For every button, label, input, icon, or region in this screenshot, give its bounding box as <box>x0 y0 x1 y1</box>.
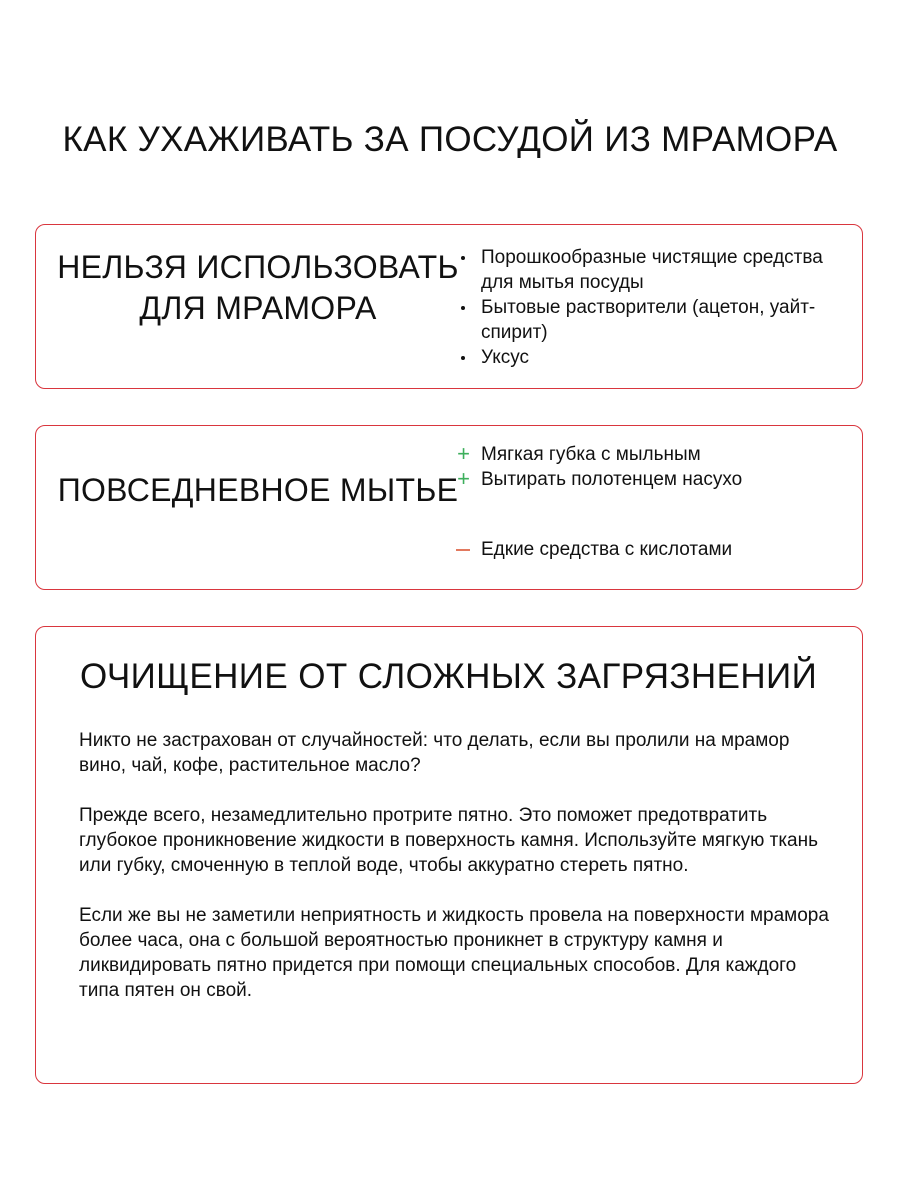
page-title: КАК УХАЖИВАТЬ ЗА ПОСУДОЙ ИЗ МРАМОРА <box>62 120 838 159</box>
plus-icon: + <box>457 466 470 491</box>
list-item-text: Уксус <box>481 347 530 368</box>
paragraph: Никто не застрахован от случайностей: что делать, если вы пролили на мрамор вино, чай, кофе, растительное масло? <box>79 730 790 776</box>
daily-list <box>454 442 854 562</box>
list-item <box>454 295 854 345</box>
list-item-text: Бытовые растворители (ацетон, уайт-спирит) <box>481 297 816 343</box>
cleaning-heading: ОЧИЩЕНИЕ ОТ СЛОЖНЫХ ЗАГРЯЗНЕНИЙ <box>80 657 818 696</box>
paragraph: Если же вы не заметили неприятность и жидкость провела на поверхности мрамора более часа, она с большой вероятностью проникнет в структуру камня и ликвидировать пятно придется при помощи специальных способов. Для каждого типа пятен он свой. <box>79 905 829 1001</box>
plus-icon: + <box>457 441 470 466</box>
forbidden-heading: НЕЛЬЗЯ ИСПОЛЬЗОВАТЬ ДЛЯ МРАМОРА <box>57 249 459 326</box>
forbidden-card <box>35 224 863 389</box>
list-item-forbidden <box>454 537 854 562</box>
daily-washing-card <box>35 425 863 590</box>
list-item-text: Мягкая губка с мыльным <box>481 444 701 465</box>
list-item-allowed <box>454 467 854 492</box>
list-item-text: Едкие средства с кислотами <box>481 539 733 560</box>
list-item-allowed <box>454 442 854 467</box>
list-item-text: Вытирать полотенцем насухо <box>481 469 743 490</box>
bullet-dot-icon <box>461 356 465 360</box>
daily-heading: ПОВСЕДНЕВНОЕ МЫТЬЕ <box>57 472 459 508</box>
bullet-dot-icon <box>461 306 465 310</box>
list-item-text: Порошкообразные чистящие средства для мытья посуды <box>481 247 823 293</box>
cleaning-text <box>79 728 829 1028</box>
cleaning-card <box>35 626 863 1084</box>
bullet-dot-icon <box>461 256 465 260</box>
list-item <box>454 245 854 295</box>
minus-icon <box>456 549 470 551</box>
paragraph: Прежде всего, незамедлительно протрите пятно. Это поможет предотвратить глубокое проникновение жидкости в поверхность камня. Используйте мягкую ткань или губку, смоченную в теплой воде, чтобы аккуратно стереть пятно. <box>79 805 819 876</box>
forbidden-list <box>454 245 854 370</box>
list-item <box>454 345 854 370</box>
